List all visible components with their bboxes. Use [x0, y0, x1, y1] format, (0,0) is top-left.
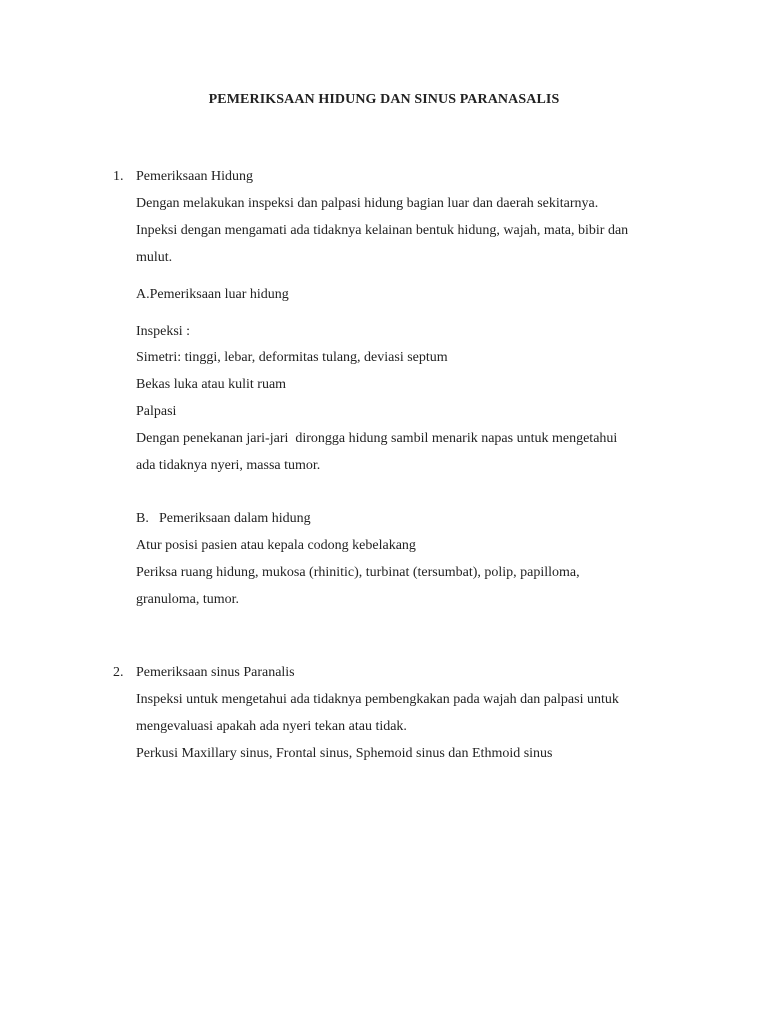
section-1-intro-line-2: Inpeksi dengan mengamati ada tidaknya kelainan bentuk hidung, wajah, mata, bibir dan: [136, 223, 629, 238]
subsection-a-palpasi-line-1: Dengan penekanan jari-jari dirongga hidung sambil menarik napas untuk mengetahui: [136, 431, 618, 446]
subsection-b-label: B.: [136, 511, 149, 526]
document-title: PEMERIKSAAN HIDUNG DAN SINUS PARANASALIS: [208, 92, 560, 107]
subsection-a-inspeksi: Inspeksi :: [136, 324, 191, 339]
subsection-a-simetri: Simetri: tinggi, lebar, deformitas tulang, deviasi septum: [136, 350, 448, 365]
subsection-a-bekas: Bekas luka atau kulit ruam: [136, 377, 287, 392]
subsection-b-line-2: Periksa ruang hidung, mukosa (rhinitic), turbinat (tersumbat), polip, papilloma,: [136, 565, 580, 580]
section-1-heading: Pemeriksaan Hidung: [136, 169, 254, 184]
section-2-heading: Pemeriksaan sinus Paranalis: [136, 665, 295, 680]
section-2-line-2: mengevaluasi apakah ada nyeri tekan atau tidak.: [136, 719, 407, 734]
subsection-a-heading: A.Pemeriksaan luar hidung: [136, 287, 289, 302]
section-1-number: 1.: [113, 169, 124, 184]
subsection-b-line-3: granuloma, tumor.: [136, 592, 240, 607]
section-2-line-1: Inspeksi untuk mengetahui ada tidaknya pembengkakan pada wajah dan palpasi untuk: [136, 692, 619, 707]
section-1-intro-line-1: Dengan melakukan inspeksi dan palpasi hidung bagian luar dan daerah sekitarnya.: [136, 196, 599, 211]
section-2-number: 2.: [113, 665, 124, 680]
subsection-b-line-1: Atur posisi pasien atau kepala codong kebelakang: [136, 538, 416, 553]
subsection-b-heading: Pemeriksaan dalam hidung: [159, 511, 311, 526]
subsection-a-palpasi-line-2: ada tidaknya nyeri, massa tumor.: [136, 458, 321, 473]
subsection-a-palpasi: Palpasi: [136, 404, 177, 419]
section-2-line-3: Perkusi Maxillary sinus, Frontal sinus, Sphemoid sinus dan Ethmoid sinus: [136, 746, 553, 761]
section-1-intro-line-3: mulut.: [136, 250, 173, 265]
